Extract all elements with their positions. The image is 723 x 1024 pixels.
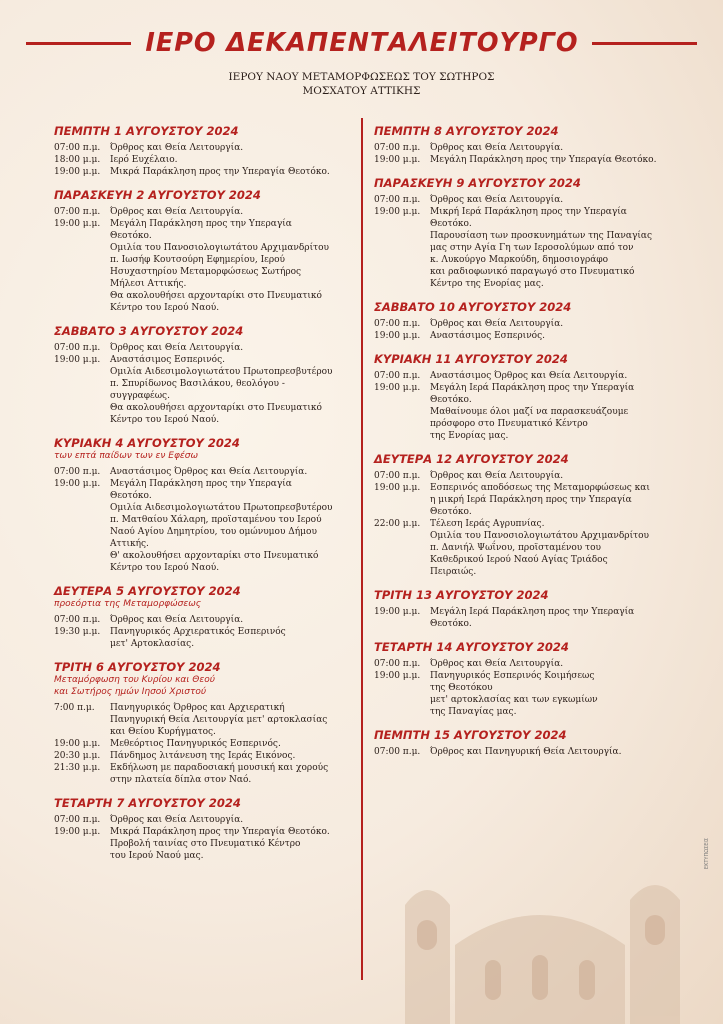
day-heading: ΤΕΤΑΡΤΗ 7 ΑΥΓΟΥΣΤΟΥ 2024 — [54, 796, 241, 810]
day-heading: ΠΑΡΑΣΚΕΥΗ 9 ΑΥΓΟΥΣΤΟΥ 2024 — [374, 176, 581, 190]
event-line: Παρουσίαση των προσκυνημάτων της Παναγίας — [430, 231, 652, 241]
event-row — [374, 194, 674, 206]
event-line: Όρθρος και Θεία Λειτουργία. — [430, 319, 564, 329]
event-line: Όρθρος και Θεία Λειτουργία. — [430, 195, 564, 205]
event-list — [374, 194, 674, 290]
day-block — [374, 452, 674, 578]
day-heading: ΠΕΜΠΤΗ 15 ΑΥΓΟΥΣΤΟΥ 2024 — [374, 728, 567, 742]
event-description — [110, 218, 354, 314]
event-row — [374, 670, 674, 718]
event-line: πρόσφορο στο Πνευματικό Κέντρο — [430, 419, 588, 429]
event-line: Μεγάλη Παράκληση προς την Υπεραγία — [110, 479, 292, 489]
event-line: Θεοτόκο. — [430, 507, 472, 517]
event-description — [430, 606, 674, 630]
event-line: Αττικής. — [110, 539, 149, 549]
church-illustration — [395, 865, 695, 1024]
event-description — [110, 614, 354, 626]
event-line: κ. Λυκούργο Μαρκούδη, δημοσιογράφο — [430, 255, 609, 265]
event-list — [374, 470, 674, 578]
event-time: 19:00 μ.μ. — [374, 155, 421, 165]
event-description — [430, 382, 674, 442]
event-line: Εκδήλωση με παραδοσιακή μουσική και χορούς — [110, 763, 329, 773]
column-divider — [361, 118, 363, 980]
day-heading: ΔΕΥΤΕΡΑ 12 ΑΥΓΟΥΣΤΟΥ 2024 — [374, 452, 569, 466]
day-heading: ΔΕΥΤΕΡΑ 5 ΑΥΓΟΥΣΤΟΥ 2024 — [54, 584, 241, 598]
event-line: Πάνδημος λιτάνευση της Ιεράς Εικόνος. — [110, 751, 296, 761]
event-row — [54, 354, 354, 426]
event-description — [430, 670, 674, 718]
event-line: Κέντρο του Ιερού Ναού. — [110, 563, 220, 573]
event-line: Ομιλία Αιδεσιμολογιωτάτου Πρωτοπρεσβυτέρου — [110, 503, 333, 513]
event-line: η μικρή Ιερά Παράκληση προς την Υπεραγία — [430, 495, 632, 505]
subtitle-line2: ΜΟΣΧΑΤΟΥ ΑΤΤΙΚΗΣ — [302, 85, 421, 97]
event-description — [110, 342, 354, 354]
event-line: Αναστάσιμος Όρθρος και Θεία Λειτουργία. — [430, 371, 628, 381]
event-time: 07:00 π.μ. — [54, 615, 101, 625]
event-time: 20:30 μ.μ. — [54, 751, 101, 761]
event-line: Όρθρος και Θεία Λειτουργία. — [110, 615, 244, 625]
event-description — [430, 154, 674, 166]
day-heading: ΤΕΤΑΡΤΗ 14 ΑΥΓΟΥΣΤΟΥ 2024 — [374, 640, 569, 654]
event-line: Πανηγυρικός Εσπερινός Κοιμήσεως — [430, 671, 595, 681]
event-list — [374, 142, 674, 166]
event-row — [374, 154, 674, 166]
event-time: 07:00 π.μ. — [374, 371, 421, 381]
event-description — [110, 354, 354, 426]
event-row — [54, 750, 354, 762]
event-row — [54, 626, 354, 650]
event-time: 07:00 π.μ. — [374, 747, 421, 757]
day-heading: ΤΡΙΤΗ 13 ΑΥΓΟΥΣΤΟΥ 2024 — [374, 588, 549, 602]
event-line: της Θεοτόκου — [430, 683, 493, 693]
event-time: 19:00 μ.μ. — [374, 383, 421, 393]
event-description — [110, 826, 354, 862]
event-line: του Ιερού Ναού μας. — [110, 851, 204, 861]
feast-note: προεόρτια της Μεταμορφώσεως — [54, 599, 202, 609]
event-description — [110, 750, 354, 762]
event-line: Εσπερινός αποδόσεως της Μεταμορφώσεως και — [430, 483, 650, 493]
day-heading: ΠΑΡΑΣΚΕΥΗ 2 ΑΥΓΟΥΣΤΟΥ 2024 — [54, 188, 261, 202]
event-line: Όρθρος και Θεία Λειτουργία. — [430, 659, 564, 669]
event-description — [110, 206, 354, 218]
event-line: Πειραιώς. — [430, 567, 477, 577]
event-description — [430, 142, 674, 154]
event-time: 07:00 π.μ. — [374, 319, 421, 329]
event-row — [54, 166, 354, 178]
event-line: Μικρή Ιερά Παράκληση προς την Υπεραγία — [430, 207, 627, 217]
event-time: 19:00 μ.μ. — [54, 827, 101, 837]
event-line: Μήλεσι Αττικής. — [110, 279, 187, 289]
event-line: π. Δανιήλ Ψωΐνου, προϊσταμένου του — [430, 543, 601, 553]
event-line: μετ' Αρτοκλασίας. — [110, 639, 195, 649]
event-list — [374, 606, 674, 630]
day-block — [54, 660, 354, 786]
event-row — [54, 142, 354, 154]
event-description — [110, 466, 354, 478]
event-time: 07:00 π.μ. — [374, 659, 421, 669]
event-row — [54, 762, 354, 786]
event-list — [374, 318, 674, 342]
event-line: Μικρά Παράκληση προς την Υπεραγία Θεοτόκο. — [110, 167, 330, 177]
event-line: Ομιλία του Πανοσιολογιωτάτου Αρχιμανδρίτου — [430, 531, 649, 541]
event-time: 22:00 μ.μ. — [374, 519, 421, 529]
event-row — [374, 318, 674, 330]
event-line: συγγραφέως. — [110, 391, 170, 401]
event-line: Θεοτόκο. — [110, 231, 152, 241]
event-description — [430, 370, 674, 382]
event-row — [54, 478, 354, 574]
event-time: 19:00 μ.μ. — [54, 167, 101, 177]
event-line: Αναστάσιμος Όρθρος και Θεία Λειτουργία. — [110, 467, 308, 477]
event-line: Καθεδρικού Ιερού Ναού Αγίας Τριάδος — [430, 555, 608, 565]
day-block — [374, 640, 674, 718]
event-row — [374, 470, 674, 482]
event-list — [54, 466, 354, 574]
event-description — [430, 330, 674, 342]
event-line: π. Ιωσήφ Κουτσούρη Εφημερίου, Ιερού — [110, 255, 286, 265]
event-line: Θα ακολουθήσει αρχονταρίκι στο Πνευματικό — [110, 291, 322, 301]
event-description — [430, 194, 674, 206]
event-row — [54, 826, 354, 862]
event-row — [374, 382, 674, 442]
event-line: Θ' ακολουθήσει αρχονταρίκι στο Πνευματικό — [110, 551, 319, 561]
event-description — [430, 206, 674, 290]
event-time: 18:00 μ.μ. — [54, 155, 101, 165]
event-time: 19:00 μ.μ. — [54, 355, 101, 365]
day-block — [54, 124, 354, 178]
event-description — [110, 702, 354, 738]
event-line: Μικρά Παράκληση προς την Υπεραγία Θεοτόκο. — [110, 827, 330, 837]
event-time: 19:00 μ.μ. — [374, 483, 421, 493]
day-block — [374, 352, 674, 442]
event-line: Θεοτόκο. — [110, 491, 152, 501]
event-line: Προβολή ταινίας στο Πνευματικό Κέντρο — [110, 839, 301, 849]
event-line: Κέντρο του Ιερού Ναού. — [110, 303, 220, 313]
day-block — [54, 796, 354, 862]
header — [0, 28, 723, 98]
feast-note: και Σωτήρος ημών Ιησού Χριστού — [54, 687, 207, 697]
title-row — [0, 28, 723, 58]
event-line: Μεθεόρτιος Πανηγυρικός Εσπερινός. — [110, 739, 281, 749]
event-time: 19:00 μ.μ. — [54, 739, 101, 749]
event-time: 7:00 π.μ. — [54, 703, 95, 713]
event-description — [430, 518, 674, 578]
event-row — [374, 370, 674, 382]
event-list — [374, 370, 674, 442]
subtitle-line1: ΙΕΡΟΥ ΝΑΟΥ ΜΕΤΑΜΟΡΦΩΣΕΩΣ ΤΟΥ ΣΩΤΗΡΟΣ — [228, 71, 495, 83]
event-row — [374, 482, 674, 518]
event-line: π. Ματθαίου Χάλαρη, προϊσταμένου του Ιερού — [110, 515, 322, 525]
event-description — [110, 478, 354, 574]
event-row — [54, 466, 354, 478]
day-block — [374, 124, 674, 166]
event-row — [374, 142, 674, 154]
event-time: 19:00 μ.μ. — [374, 671, 421, 681]
event-line: Μεγάλη Παράκληση προς την Υπεραγία Θεοτόκο. — [430, 155, 657, 165]
event-time: 19:00 μ.μ. — [54, 219, 101, 229]
feast-note: των επτά παίδων των εν Εφέσω — [54, 451, 198, 461]
event-list — [374, 658, 674, 718]
event-row — [374, 606, 674, 630]
day-heading: ΠΕΜΠΤΗ 1 ΑΥΓΟΥΣΤΟΥ 2024 — [54, 124, 239, 138]
schedule-right-column — [374, 124, 674, 768]
event-time: 07:00 π.μ. — [374, 143, 421, 153]
event-line: Πανηγυρικός Αρχιερατικός Εσπερινός — [110, 627, 286, 637]
event-row — [54, 738, 354, 750]
day-block — [54, 436, 354, 574]
event-time: 07:00 π.μ. — [54, 143, 101, 153]
day-heading: ΤΡΙΤΗ 6 ΑΥΓΟΥΣΤΟΥ 2024 — [54, 660, 221, 674]
event-description — [110, 626, 354, 650]
event-row — [374, 658, 674, 670]
event-line: της Ενορίας μας. — [430, 431, 509, 441]
event-time: 19:00 μ.μ. — [54, 479, 101, 489]
page-title: ΙΕΡΟ ΔΕΚΑΠΕΝΤΑΛΕΙΤΟΥΡΓΟ — [144, 28, 579, 58]
event-time: 19:00 μ.μ. — [374, 207, 421, 217]
event-line: Μεγάλη Ιερά Παράκληση προς την Υπεραγία — [430, 607, 635, 617]
event-line: Όρθρος και Θεία Λειτουργία. — [110, 815, 244, 825]
event-line: Θα ακολουθήσει αρχονταρίκι στο Πνευματικό — [110, 403, 322, 413]
day-block — [374, 300, 674, 342]
event-time: 07:00 π.μ. — [54, 343, 101, 353]
printer-credit: ΕΚΤΥΠΩΣΕΙΣ — [704, 838, 710, 870]
event-list — [374, 746, 674, 758]
day-heading: ΠΕΜΠΤΗ 8 ΑΥΓΟΥΣΤΟΥ 2024 — [374, 124, 559, 138]
event-row — [54, 814, 354, 826]
event-line: και Θείου Κυρήγματος. — [110, 727, 216, 737]
event-row — [54, 218, 354, 314]
day-heading: ΚΥΡΙΑΚΗ 4 ΑΥΓΟΥΣΤΟΥ 2024 — [54, 436, 240, 450]
event-line: Ιερό Ευχέλαιο. — [110, 155, 178, 165]
subtitle — [0, 70, 723, 98]
event-time: 21:30 μ.μ. — [54, 763, 101, 773]
event-description — [430, 746, 674, 758]
event-time: 19:00 μ.μ. — [374, 331, 421, 341]
event-line: μετ' αρτοκλασίας και των εγκωμίων — [430, 695, 598, 705]
event-line: Όρθρος και Πανηγυρική Θεία Λειτουργία. — [430, 747, 622, 757]
event-description — [110, 166, 354, 178]
event-line: Όρθρος και Θεία Λειτουργία. — [110, 343, 244, 353]
event-line: Πανηγυρικός Όρθρος και Αρχιερατική — [110, 703, 285, 713]
event-row — [54, 614, 354, 626]
event-time: 07:00 π.μ. — [374, 471, 421, 481]
event-line: Ομιλία του Πανοσιολογιωτάτου Αρχιμανδρίτου — [110, 243, 329, 253]
event-line: Ναού Αγίου Δημητρίου, του ομώνυμου Δήμου — [110, 527, 317, 537]
event-description — [110, 154, 354, 166]
event-line: Μεγάλη Ιερά Παράκληση προς την Υπεραγία — [430, 383, 635, 393]
event-line: Όρθρος και Θεία Λειτουργία. — [430, 143, 564, 153]
event-time: 07:00 π.μ. — [374, 195, 421, 205]
event-time: 19:00 μ.μ. — [374, 607, 421, 617]
event-line: Όρθρος και Θεία Λειτουργία. — [430, 471, 564, 481]
event-line: στην πλατεία δίπλα στον Ναό. — [110, 775, 252, 785]
day-block — [374, 728, 674, 758]
event-line: και ραδιοφωνικό παραγωγό στο Πνευματικό — [430, 267, 635, 277]
event-row — [374, 206, 674, 290]
event-time: 07:00 π.μ. — [54, 815, 101, 825]
day-block — [374, 588, 674, 630]
event-line: Αναστάσιμος Εσπερινός. — [430, 331, 545, 341]
event-row — [54, 342, 354, 354]
event-line: Κέντρο του Ιερού Ναού. — [110, 415, 220, 425]
event-list — [54, 814, 354, 862]
event-line: Θεοτόκο. — [430, 619, 472, 629]
event-list — [54, 342, 354, 426]
event-line: Τέλεση Ιεράς Αγρυπνίας. — [430, 519, 545, 529]
event-line: Μεγάλη Παράκληση προς την Υπεραγία — [110, 219, 292, 229]
day-heading: ΚΥΡΙΑΚΗ 11 ΑΥΓΟΥΣΤΟΥ 2024 — [374, 352, 568, 366]
title-rule-right — [592, 42, 697, 45]
event-line: Ησυχαστηρίου Μεταμορφώσεως Σωτήρος — [110, 267, 302, 277]
day-block — [374, 176, 674, 290]
event-row — [374, 746, 674, 758]
event-description — [110, 814, 354, 826]
feast-note: Μεταμόρφωση του Κυρίου και Θεού — [54, 675, 215, 685]
day-block — [54, 188, 354, 314]
day-heading: ΣΑΒΒΑΤΟ 10 ΑΥΓΟΥΣΤΟΥ 2024 — [374, 300, 572, 314]
event-line: Μαθαίνουμε όλοι μαζί να παρασκευάζουμε — [430, 407, 629, 417]
day-heading: ΣΑΒΒΑΤΟ 3 ΑΥΓΟΥΣΤΟΥ 2024 — [54, 324, 244, 338]
event-row — [54, 702, 354, 738]
event-line: Θεοτόκο. — [430, 219, 472, 229]
event-time: 07:00 π.μ. — [54, 467, 101, 477]
event-line: της Παναγίας μας. — [430, 707, 517, 717]
event-row — [374, 518, 674, 578]
event-line: Όρθρος και Θεία Λειτουργία. — [110, 143, 244, 153]
event-time: 19:30 μ.μ. — [54, 627, 101, 637]
event-line: Κέντρο της Ενορίας μας. — [430, 279, 544, 289]
schedule-left-column — [54, 124, 354, 872]
event-line: Θεοτόκο. — [430, 395, 472, 405]
event-description — [430, 318, 674, 330]
event-description — [430, 658, 674, 670]
event-row — [374, 330, 674, 342]
day-block — [54, 324, 354, 426]
event-line: Όρθρος και Θεία Λειτουργία. — [110, 207, 244, 217]
day-block — [54, 584, 354, 650]
event-description — [430, 470, 674, 482]
event-description — [110, 738, 354, 750]
event-list — [54, 702, 354, 786]
title-rule-left — [26, 42, 131, 45]
event-line: μας στην Αγία Γη των Ιεροσολύμων από τον — [430, 243, 634, 253]
event-list — [54, 206, 354, 314]
event-description — [430, 482, 674, 518]
event-description — [110, 762, 354, 786]
event-line: Πανηγυρική Θεία Λειτουργία μετ' αρτοκλασίας — [110, 715, 328, 725]
event-line: π. Σπυρίδωνος Βασιλάκου, θεολόγου - — [110, 379, 285, 389]
event-line: Ομιλία Αιδεσιμολογιωτάτου Πρωτοπρεσβυτέρου — [110, 367, 333, 377]
event-list — [54, 142, 354, 178]
event-row — [54, 206, 354, 218]
event-line: Αναστάσιμος Εσπερινός. — [110, 355, 225, 365]
event-time: 07:00 π.μ. — [54, 207, 101, 217]
event-description — [110, 142, 354, 154]
event-list — [54, 614, 354, 650]
event-row — [54, 154, 354, 166]
